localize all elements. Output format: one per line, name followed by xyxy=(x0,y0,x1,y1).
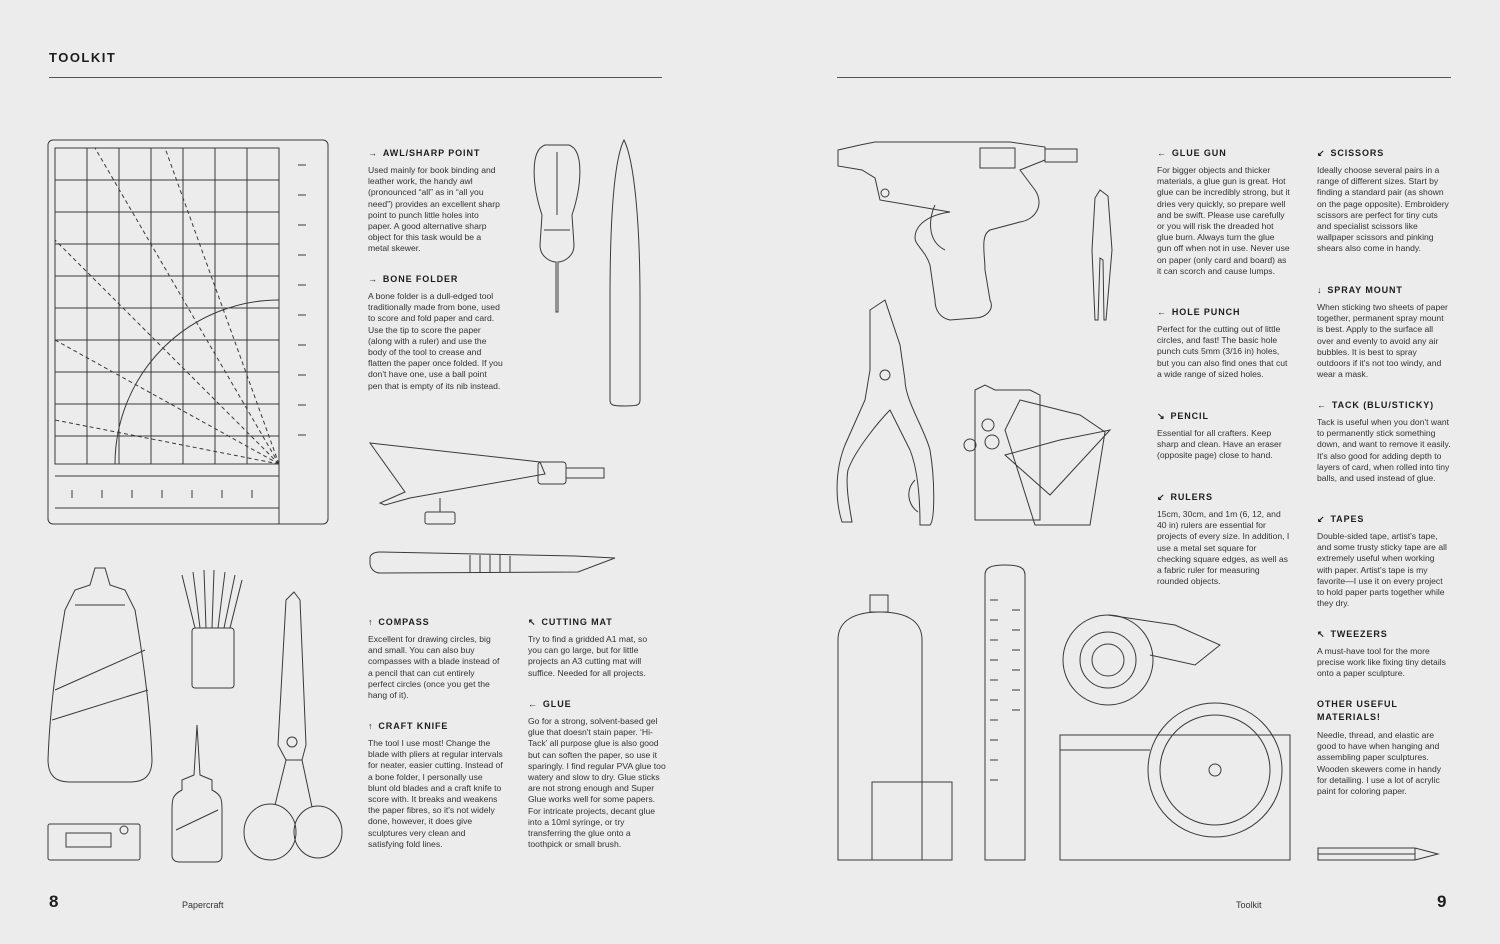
section-glue: ← GLUE Go for a strong, solvent-based gel glue that doesn't stain paper. ‘Hi-Tack’ all purpose glue is also good but can soften the paper, so use it sparingly. I find regular PVA glue too watery and slow to dry. Glue sticks are not strong enough and Super Glue works well for some papers. For intricate projects, decant glue into a 10ml syringe, or try transferring the glue onto a toothpick or small brush. xyxy=(528,699,666,850)
section-tapes: ↙ TAPES Double-sided tape, artist's tape, and some trusty sticky tape are all extremely useful when working with paper. Artist's tape is my favorite—I use it on every project to hold paper parts together while they dry. xyxy=(1317,514,1447,609)
spray-can-illustration xyxy=(838,595,952,860)
arrow-icon: ↙ xyxy=(1157,492,1166,502)
footer-left: Papercraft xyxy=(182,900,224,910)
page-number-left: 8 xyxy=(49,892,59,911)
glue-gun-illustration xyxy=(838,142,1077,320)
tape-roll-illustration xyxy=(1063,615,1220,705)
arrow-icon: ↘ xyxy=(1157,411,1166,421)
glue-tube-illustration xyxy=(48,568,152,782)
section-rulers: ↙ RULERS 15cm, 30cm, and 1m (6, 12, and 40 in) rulers are essential for projects of every size. In addition, I use a metal set square for checking square edges, as well as a fabric ruler for measuring rounded objects. xyxy=(1157,492,1290,587)
compass-illustration xyxy=(370,443,604,524)
section-awl: → AWL/SHARP POINT Used mainly for book binding and leather work, the handy awl (pronounced “all” as in “all you need”) provides an excellent sharp point to punch little holes into paper. A good alternative sharp object for this task would be a metal skewer. xyxy=(368,148,500,254)
section-spray-mount: ↓ SPRAY MOUNT When sticking two sheets of paper together, permanent spray mount is best. Apply to the surface all over and evenly to avoid any air bubbles. It is best to spray outdoors if it's not too windy, and wear a mask. xyxy=(1317,285,1448,380)
envelopes-illustration xyxy=(964,385,1110,525)
arrow-icon: ← xyxy=(1317,400,1327,410)
section-tweezers: ↖ TWEEZERS A must-have tool for the more precise work like fixing tiny details onto a paper sculpture. xyxy=(1317,629,1446,679)
section-craft-knife: ↑ CRAFT KNIFE The tool I use most! Change the blade with pliers at regular intervals for neater, easier cutting. Instead of a bone folder, I personally use blunt old blades and a craft knife to score with. It breaks and weakens the paper fibres, so it's not widely done, however, it does give sculptures very clean and satisfying fold lines. xyxy=(368,721,503,849)
arrow-icon: ← xyxy=(528,699,538,709)
section-other-materials: OTHER USEFUL MATERIALS! Needle, thread, and elastic are good to have when hanging and assembling paper sculptures. Wooden skewers come in handy for detailing. I use a lot of acrylic paint for coloring paper. xyxy=(1317,699,1442,797)
craft-knife-illustration xyxy=(370,552,615,573)
pencil-illustration xyxy=(1318,848,1438,860)
footer-right: Toolkit xyxy=(1236,900,1262,910)
section-scissors: ↙ SCISSORS Ideally choose several pairs in a range of different sizes. Start by finding a standard pair (as shown on the page opposite). Embroidery scissors are perfect for tiny cuts and specialist scissors like wallpaper scissors and pinking shears also come in handy. xyxy=(1317,148,1449,254)
arrow-icon: ← xyxy=(1157,148,1167,158)
arrow-icon: → xyxy=(368,274,378,284)
tweezers-illustration xyxy=(1092,190,1112,320)
awl-illustration xyxy=(534,145,580,312)
arrow-icon: ↓ xyxy=(1317,285,1323,295)
section-glue-gun: ← GLUE GUN For bigger objects and thicker materials, a glue gun is great. Hot glue can be incredibly strong, but it dries very quickly, so prepare well and be swift. Please use carefully or you will risk the dreaded hot glue burn. Always turn the glue gun off when not in use. Never use on paper (only card and board) as it can scorch and cause lumps. xyxy=(1157,148,1290,276)
section-bone-folder: → BONE FOLDER A bone folder is a dull-edged tool traditionally made from bone, used to score and fold paper and card. Use the tip to score the paper (along with a ruler) and use the body of the tool to crease and flatten the paper once folded. If you don't have one, use a ball point pen that is empty of its nib instead. xyxy=(368,274,503,391)
arrow-icon: ↑ xyxy=(368,617,374,627)
arrow-icon: ↖ xyxy=(528,617,537,627)
hole-punch-illustration xyxy=(837,300,934,525)
section-cutting-mat: ↖ CUTTING MAT Try to find a gridded A1 mat, so you can go large, but for little projects an A3 cutting mat will suffice. Needed for all projects. xyxy=(528,617,648,678)
arrow-icon: ↙ xyxy=(1317,514,1326,524)
arrow-icon: ← xyxy=(1157,307,1167,317)
ruler-illustration xyxy=(985,565,1025,860)
scissors-illustration xyxy=(244,592,342,860)
arrow-icon: → xyxy=(368,148,378,158)
blades-pot-illustration xyxy=(182,570,242,688)
section-compass: ↑ COMPASS Excellent for drawing circles, big and small. You can also buy compasses with a blade instead of a pencil that can cut entirely perfect circles (once you get the hang of it). xyxy=(368,617,500,701)
arrow-icon: ↑ xyxy=(368,721,374,731)
page-number-right: 9 xyxy=(1437,892,1447,911)
glue-bottle-illustration xyxy=(172,725,222,862)
section-tack: ← TACK (BLU/STICKY) Tack is useful when you don't want to permanently stick something down, and want to remove it easily. It's also good for adding depth to layers of card, when rolled into tiny balls, and used instead of glue. xyxy=(1317,400,1451,484)
arrow-icon: ↖ xyxy=(1317,629,1326,639)
page-title: TOOLKIT xyxy=(49,50,117,65)
tape-dispenser-illustration xyxy=(1060,703,1290,860)
bone-folder-illustration xyxy=(610,140,640,406)
eraser-illustration xyxy=(48,824,140,860)
arrow-icon: ↙ xyxy=(1317,148,1326,158)
section-pencil: ↘ PENCIL Essential for all crafters. Keep sharp and clean. Have an eraser (opposite page) close to hand. xyxy=(1157,411,1282,461)
cutting-mat-illustration xyxy=(48,140,328,524)
section-hole-punch: ← HOLE PUNCH Perfect for the cutting out of little circles, and fast! The basic hole punch cuts 5mm (3/16 in) holes, but you can also find ones that cut a wide range of sized holes. xyxy=(1157,307,1288,379)
